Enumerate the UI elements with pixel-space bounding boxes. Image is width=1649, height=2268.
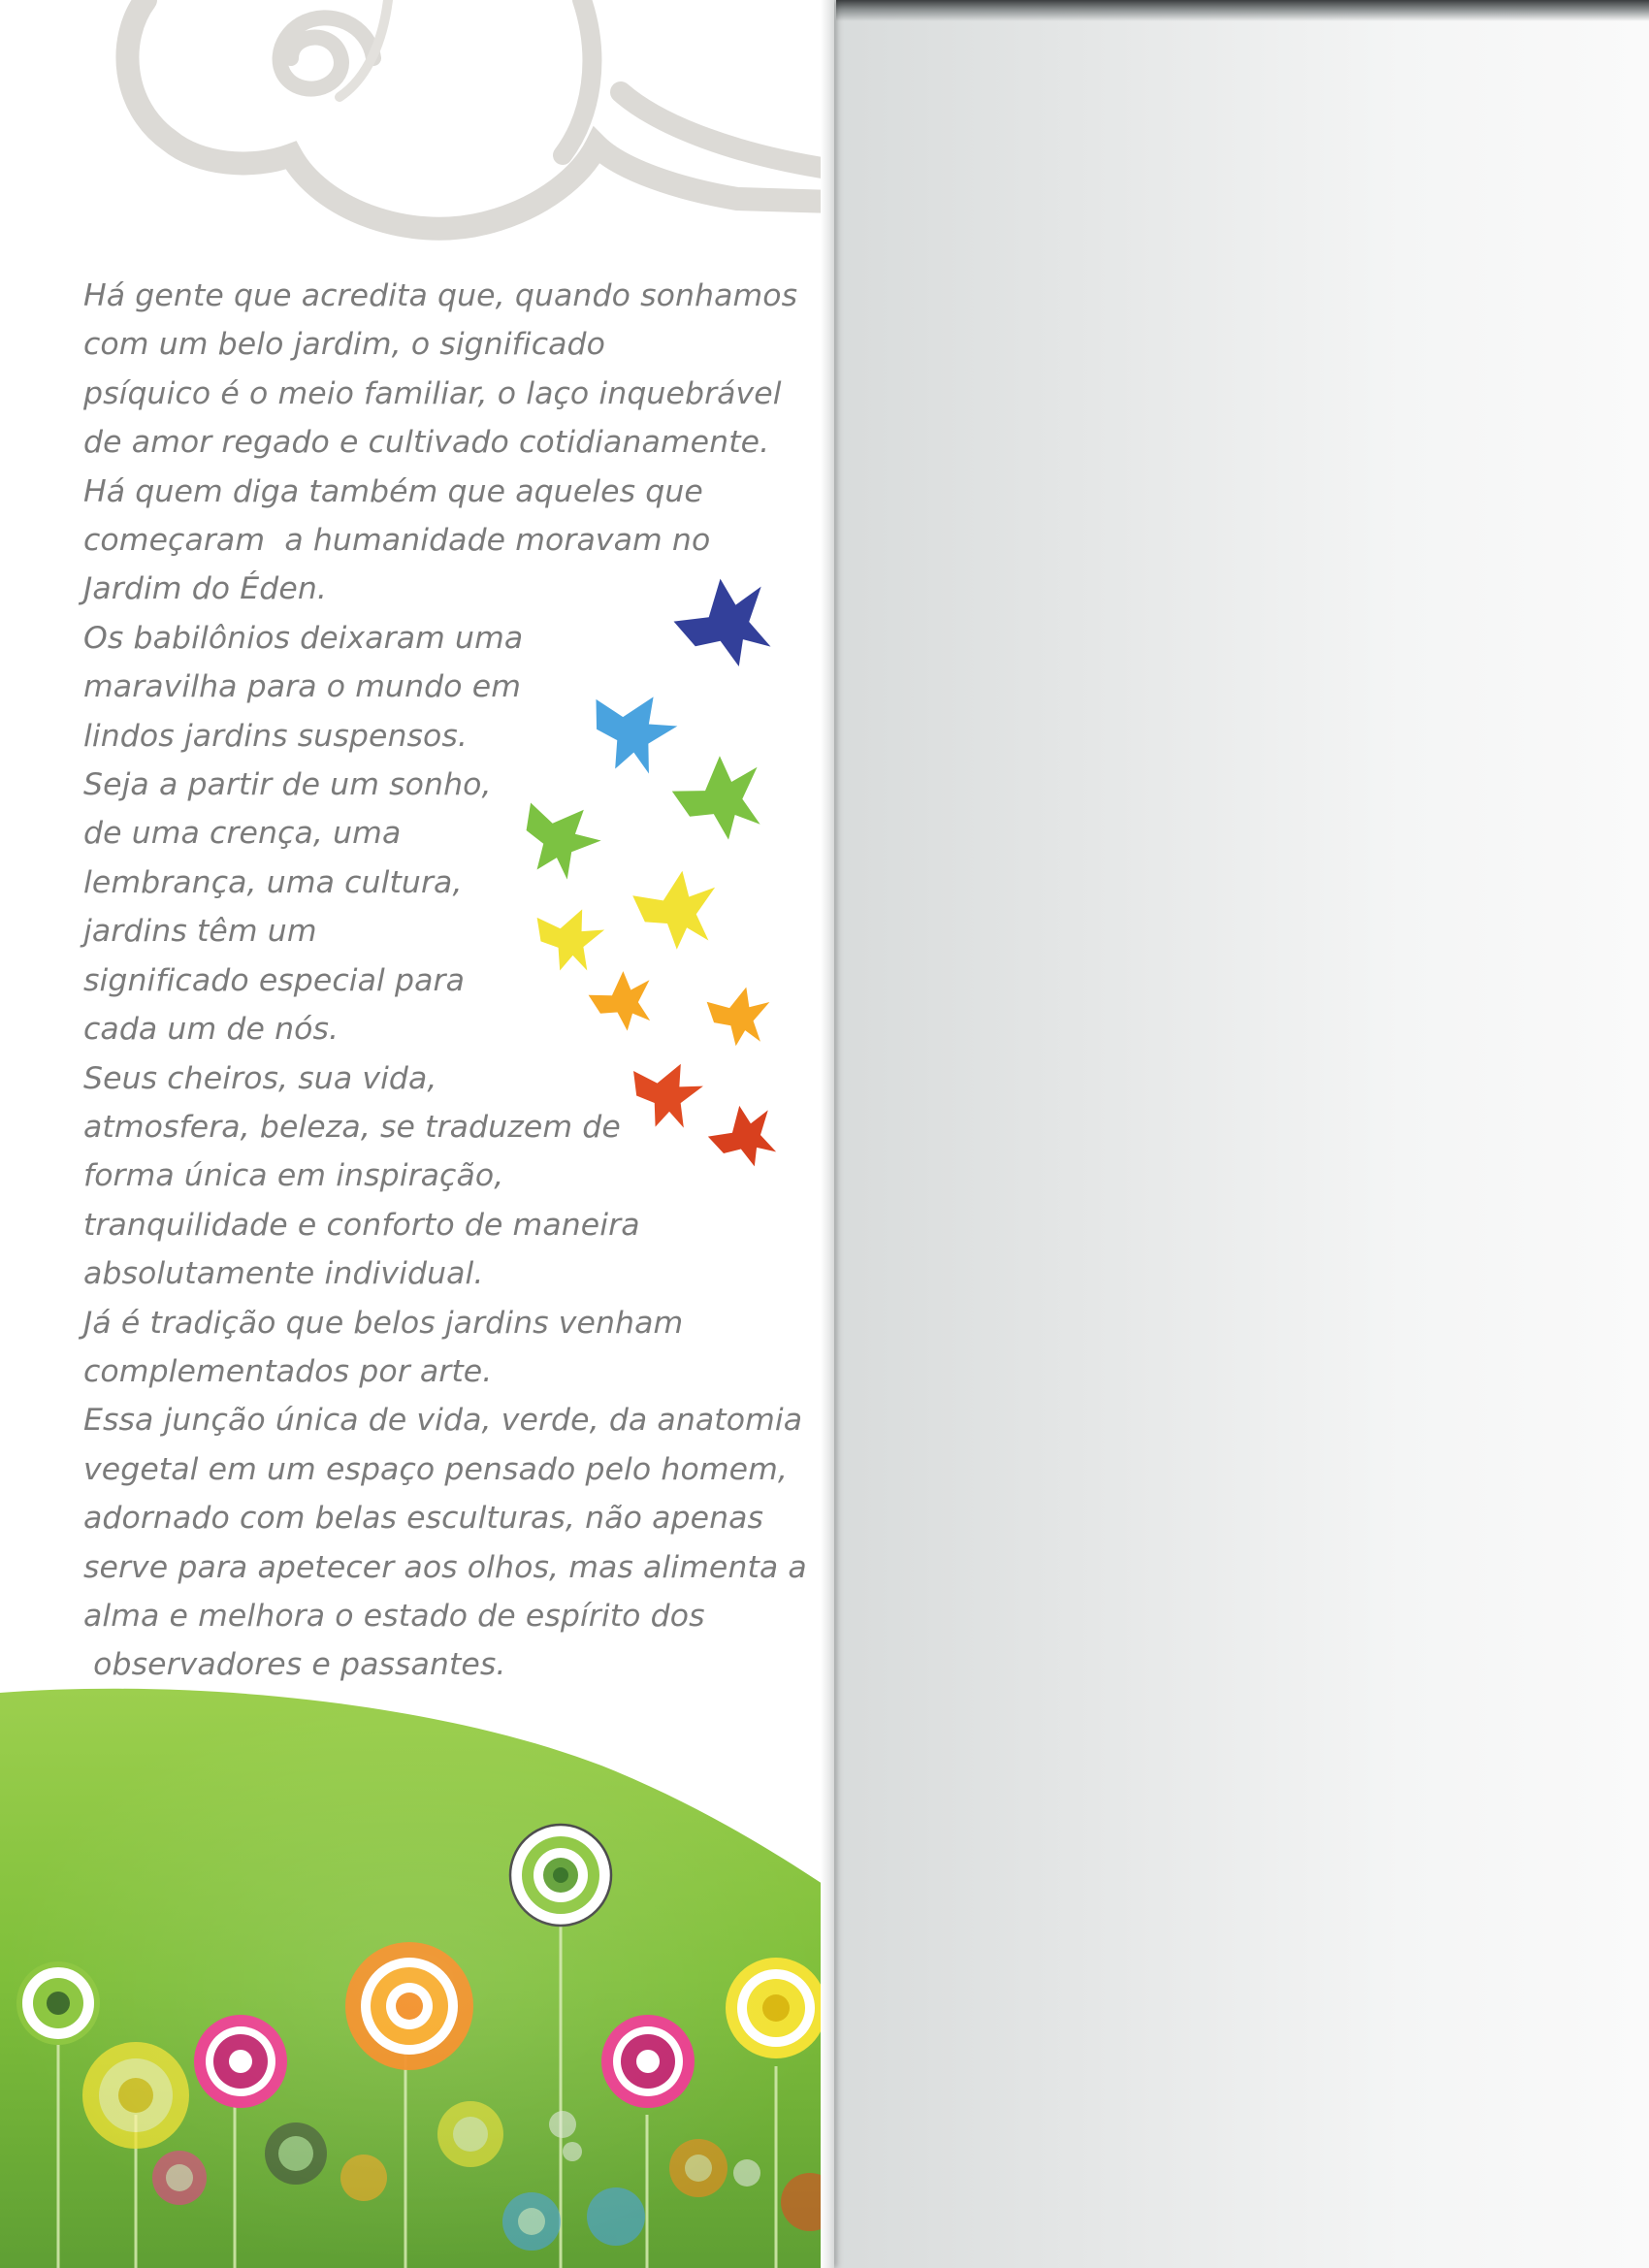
- bird-icon: [523, 895, 608, 980]
- scan-top-shadow: [836, 0, 1649, 21]
- bird-icon: [667, 570, 777, 677]
- meadow-illustration: [0, 1688, 834, 2268]
- bird-icon: [587, 969, 653, 1033]
- birds-illustration: [504, 563, 795, 1183]
- page-edge-shadow: [821, 0, 834, 2268]
- bird-icon: [669, 752, 764, 845]
- cloud-icon: [0, 0, 834, 272]
- bird-icon: [617, 1049, 707, 1138]
- bird-icon: [504, 781, 609, 890]
- bird-icon: [630, 867, 717, 952]
- bird-icon: [571, 673, 684, 785]
- body-text: Há gente que acredita que, quando sonhamos com um belo jardim, o significado psíquico é o meio familiar, o laço inquebrável de amor regado e cultivado cotidianamente. Há quem diga também que aqueles que começaram a humanidade moravam no Jardim do Éden. Os babilônios deixaram uma maravilha para o mundo em lindos jardins suspensos. Seja a partir de um sonho, de uma crença, uma lembrança, uma cultura, jardins têm um significado especial para cada um de nós. Seus cheiros, sua vida, atmosfera, beleza, se traduzem de forma única em inspiração, tranquilidade e conforto de maneira absolutamente individual. Já é tradição que belos jardins venham complementados por arte. Essa junção única de vida, verde, da anatomia vegetal em um espaço pensado pelo homem, adornado com belas esculturas, não apenas serve para apetecer aos olhos, mas alimenta a alma e melhora o estado de espírito dos observadores e passantes.: [83, 278, 807, 1683]
- bird-icon: [700, 981, 772, 1051]
- bird-icon: [702, 1099, 780, 1176]
